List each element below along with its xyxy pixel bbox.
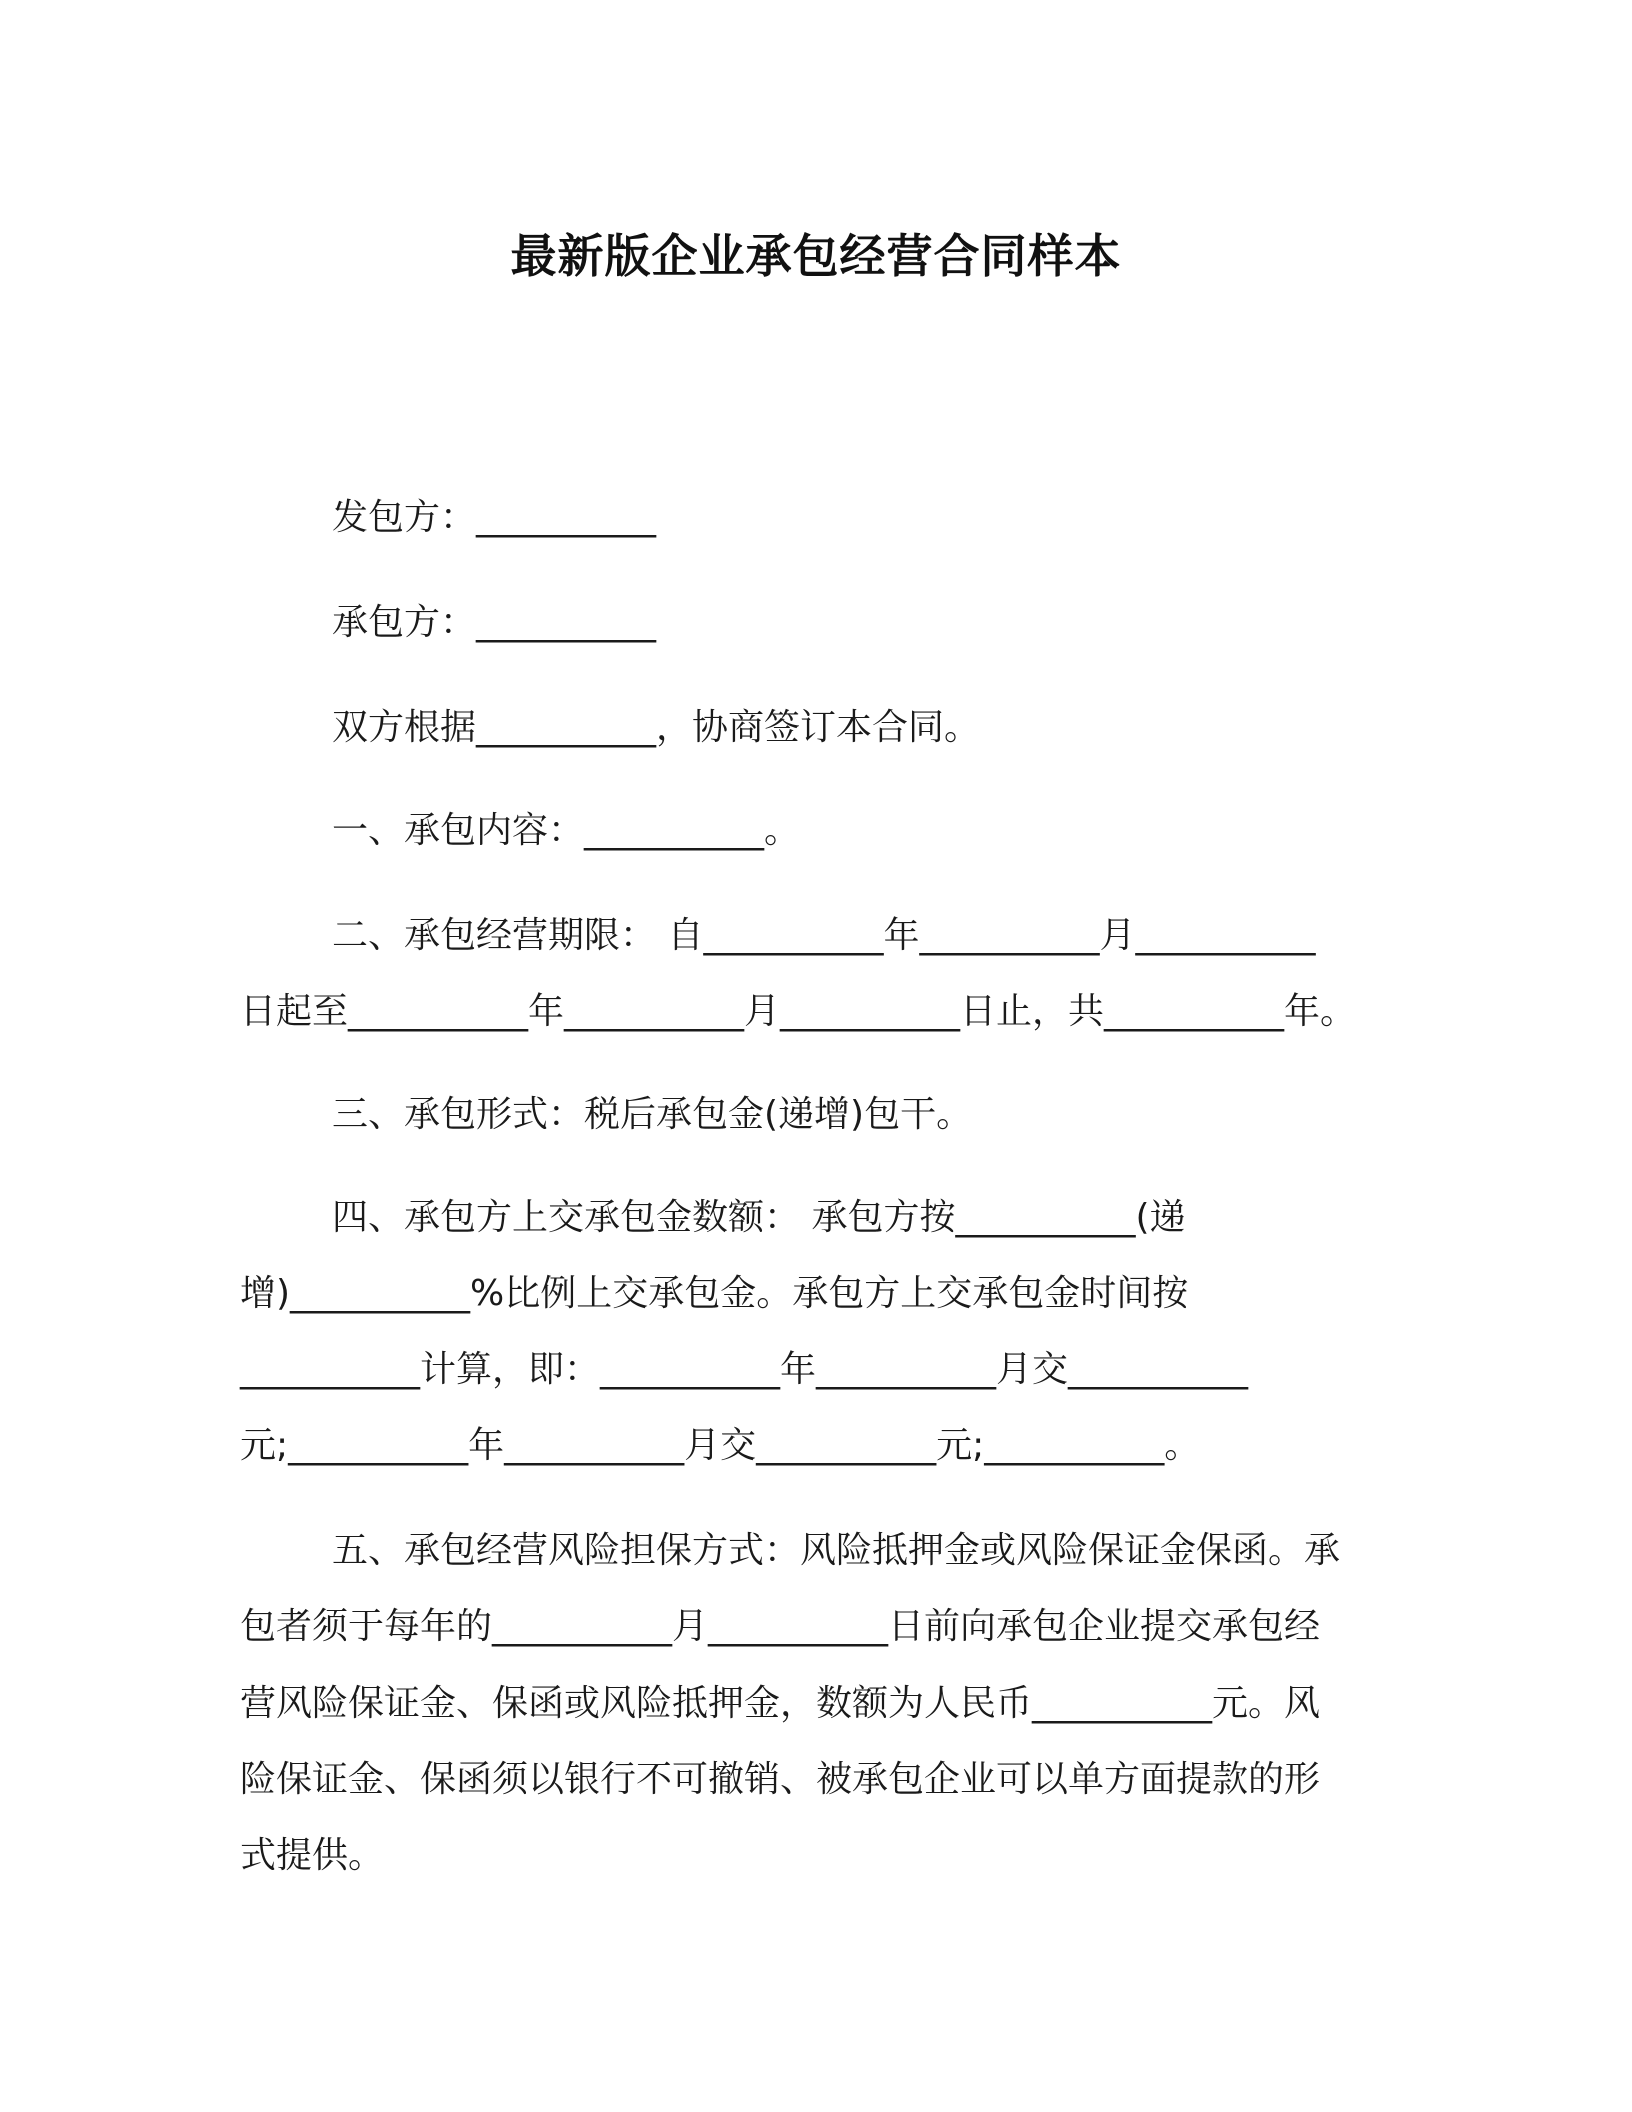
clause-5-line-3: 营风险保证金、保函或风险抵押金，数额为人民币__________元。风 [240, 1683, 1321, 1724]
party-b-line: 承包方：__________ [332, 602, 657, 643]
clause-1-line: 一、承包内容：__________。 [332, 810, 801, 851]
agreement-basis-line: 双方根据__________，协商签订本合同。 [332, 707, 981, 748]
clause-5-line-1: 五、承包经营风险担保方式：风险抵押金或风险保证金保函。承 [332, 1530, 1341, 1571]
clause-4-line-4: 元;__________年__________月交__________元;__________。 [240, 1425, 1201, 1466]
clause-5-line-5: 式提供。 [240, 1835, 385, 1876]
party-a-line: 发包方：__________ [332, 497, 657, 538]
clause-2-line-1: 二、承包经营期限： 自__________年__________月__________ [332, 915, 1316, 956]
clause-4-line-3: __________计算，即：__________年__________月交__________ [240, 1349, 1249, 1390]
clause-5-line-4: 险保证金、保函须以银行不可撤销、被承包企业可以单方面提款的形 [240, 1759, 1321, 1800]
clause-5-line-2: 包者须于每年的__________月__________日前向承包企业提交承包经 [240, 1606, 1321, 1647]
clause-2-line-2: 日起至__________年__________月__________日止，共__________年。 [240, 991, 1357, 1032]
clause-3-line: 三、承包形式：税后承包金(递增)包干。 [332, 1094, 973, 1135]
document-title: 最新版企业承包经营合同样本 [510, 229, 1122, 283]
clause-4-line-1: 四、承包方上交承包金数额： 承包方按__________(递 [332, 1197, 1186, 1238]
clause-4-line-2: 增)__________%比例上交承包金。承包方上交承包金时间按 [240, 1273, 1189, 1314]
